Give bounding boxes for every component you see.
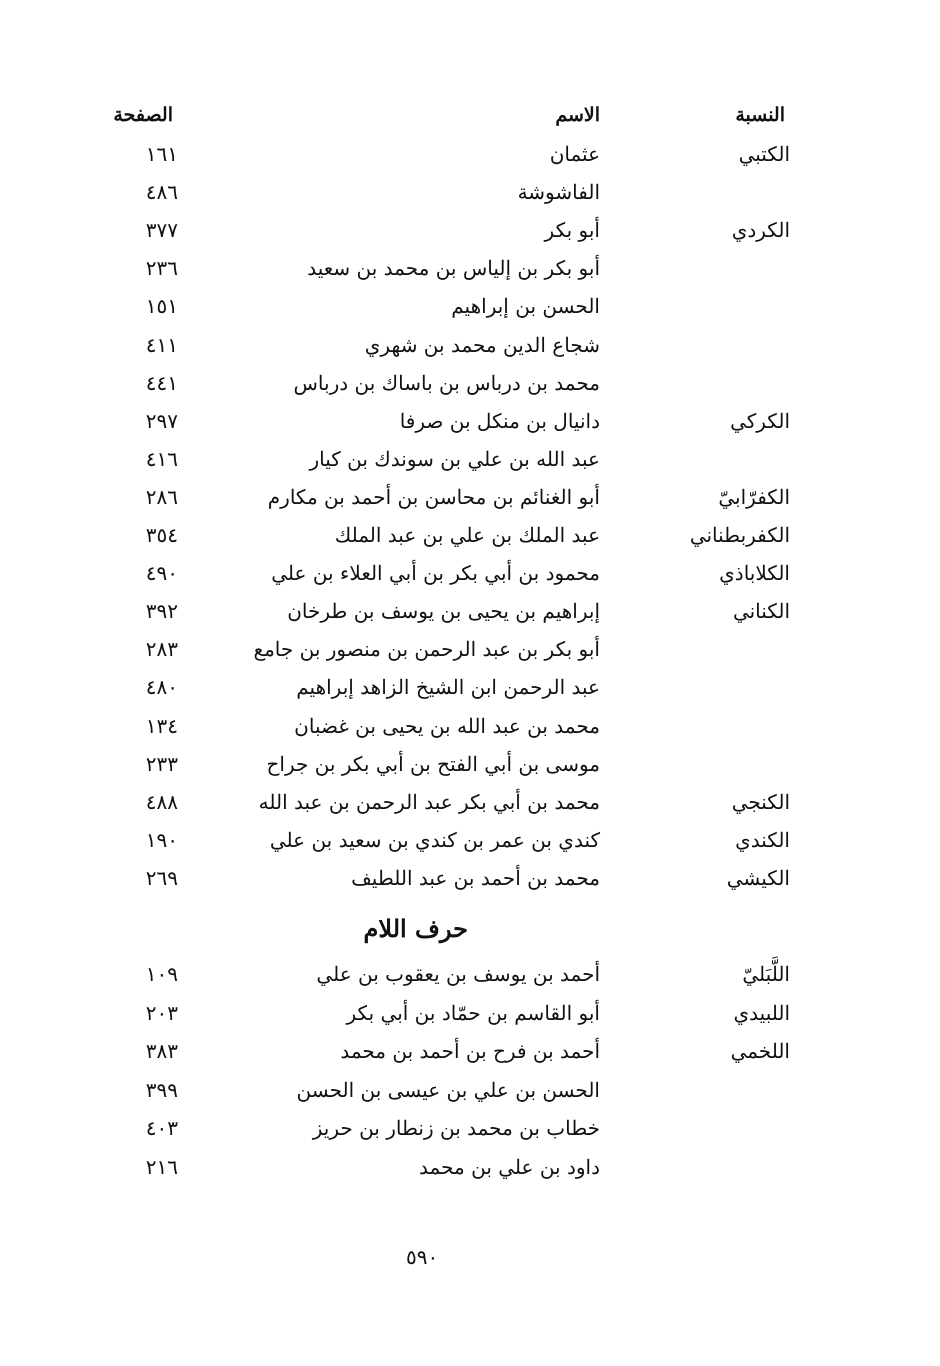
- name-cell: أبو بكر بن عبد الرحمن بن منصور بن جامع: [253, 637, 600, 662]
- table-row: [0, 561, 940, 599]
- header-name: الاسم: [555, 104, 600, 126]
- table-row: [0, 714, 940, 752]
- name-cell: الفاشوشة: [517, 180, 600, 205]
- page-cell: ٤٩٠: [145, 561, 178, 586]
- table-row: [0, 637, 940, 675]
- page-cell: ١٣٤: [145, 713, 178, 738]
- nisba-cell: الكتبي: [738, 142, 790, 166]
- table-row: [0, 485, 940, 523]
- name-cell: أحمد بن فرح بن أحمد بن محمد: [340, 1039, 600, 1064]
- page-cell: ٢٨٣: [145, 637, 178, 662]
- table-row: [0, 447, 940, 485]
- page-cell: ٢٣٦: [145, 256, 178, 281]
- name-cell: أحمد بن يوسف بن يعقوب بن علي: [316, 962, 600, 986]
- name-cell: محمد بن أبي بكر عبد الرحمن بن عبد الله: [258, 789, 600, 814]
- name-cell: محمود بن أبي بكر بن أبي العلاء بن علي: [271, 561, 600, 586]
- nisba-cell: الكلاباذي: [719, 561, 790, 586]
- page-cell: ٤٨٦: [145, 180, 178, 205]
- table-row: [0, 523, 940, 561]
- page-cell: ١٩٠: [145, 827, 178, 852]
- name-cell: خطاب بن محمد بن زنطار بن حريز: [312, 1116, 600, 1141]
- table-row: [0, 752, 940, 790]
- name-cell: شجاع الدين محمد بن شهري: [364, 332, 600, 357]
- page-cell: ٤٨٨: [145, 789, 178, 814]
- table-row: [0, 409, 940, 447]
- nisba-cell: الكنجي: [731, 789, 790, 814]
- table-row: [0, 790, 940, 828]
- table-row: [0, 180, 940, 218]
- nisba-cell: الكناني: [732, 599, 790, 624]
- table-row: [0, 333, 940, 371]
- name-cell: عبد الملك بن علي بن عبد الملك: [334, 523, 600, 547]
- nisba-cell: الكندي: [735, 827, 790, 852]
- nisba-cell: الكفربطناني: [689, 523, 790, 547]
- name-cell: كندي بن عمر بن كندي بن سعيد بن علي: [269, 827, 600, 852]
- table-row: [0, 294, 940, 332]
- page-cell: ٣٧٧: [145, 218, 178, 243]
- table-row: [0, 1155, 940, 1193]
- table-row: [0, 1001, 940, 1039]
- page-cell: ٢٨٦: [145, 484, 178, 509]
- page-cell: ٣٥٤: [145, 523, 178, 547]
- name-cell: الحسن بن إبراهيم: [451, 294, 600, 319]
- table-row: [0, 1116, 940, 1154]
- page-cell: ٤٠٣: [145, 1116, 178, 1141]
- name-cell: أبو القاسم بن حمّاد بن أبي بكر: [346, 1000, 600, 1025]
- table-row: [0, 828, 940, 866]
- name-cell: أبو الغنائم بن محاسن بن أحمد بن مكارم: [267, 484, 600, 509]
- name-cell: موسى بن أبي الفتح بن أبي بكر بن جراح: [266, 751, 600, 776]
- header-nisba: النسبة: [735, 104, 785, 126]
- page-cell: ٣٩٢: [145, 599, 178, 624]
- table-row: [0, 962, 940, 1000]
- name-cell: داود بن علي بن محمد: [419, 1155, 600, 1179]
- name-cell: دانيال بن منكل بن صرفا: [399, 408, 600, 433]
- nisba-cell: اللبيدي: [733, 1000, 790, 1025]
- name-cell: الحسن بن علي بن عيسى بن الحسن: [296, 1077, 600, 1102]
- page-cell: ٤١٦: [145, 446, 178, 471]
- table-row: [0, 866, 940, 904]
- page-cell: ٢٣٣: [145, 751, 178, 776]
- section-title: حرف اللام: [363, 914, 468, 943]
- name-cell: أبو بكر بن إلياس بن محمد بن سعيد: [307, 256, 600, 281]
- page-cell: ٢١٦: [145, 1155, 178, 1179]
- page-cell: ١٠٩: [145, 962, 178, 986]
- nisba-cell: الكردي: [731, 218, 790, 243]
- table-row: [0, 218, 940, 256]
- name-cell: عبد الله بن علي بن سوندك بن كيار: [309, 446, 600, 471]
- page-cell: ٣٩٩: [145, 1077, 178, 1102]
- header-page: الصفحة: [113, 104, 173, 126]
- name-cell: عثمان: [549, 142, 600, 166]
- name-cell: محمد بن درباس بن باساك بن درباس: [293, 370, 600, 395]
- table-row: [0, 256, 940, 294]
- nisba-cell: اللخمي: [730, 1039, 790, 1064]
- page-cell: ٣٨٣: [145, 1039, 178, 1064]
- table-row: [0, 1039, 940, 1077]
- table-row: [0, 599, 940, 637]
- page-cell: ٤٨٠: [145, 675, 178, 700]
- nisba-cell: الكركي: [730, 408, 790, 433]
- page-cell: ١٥١: [145, 294, 178, 319]
- page-cell: ١٦١: [145, 142, 178, 166]
- table-row: [0, 675, 940, 713]
- name-cell: أبو بكر: [544, 218, 600, 243]
- nisba-cell: اللَّبَليّ: [742, 962, 790, 986]
- page-cell: ٢٦٩: [145, 865, 178, 890]
- page-number: ٥٩٠: [406, 1245, 439, 1269]
- nisba-cell: الكيشي: [726, 865, 790, 890]
- page-cell: ٤١١: [145, 332, 178, 357]
- name-cell: عبد الرحمن ابن الشيخ الزاهد إبراهيم: [296, 675, 600, 700]
- page-cell: ٤٤١: [145, 370, 178, 395]
- page-cell: ٢٠٣: [145, 1000, 178, 1025]
- table-row: [0, 371, 940, 409]
- nisba-cell: الكفرّابيّ: [718, 484, 790, 509]
- page-cell: ٢٩٧: [145, 408, 178, 433]
- table-row: [0, 1078, 940, 1116]
- name-cell: محمد بن عبد الله بن يحيى بن غضبان: [294, 713, 600, 738]
- table-row: [0, 142, 940, 180]
- name-cell: إبراهيم بن يحيى بن يوسف بن طرخان: [287, 599, 600, 624]
- name-cell: محمد بن أحمد بن عبد اللطيف: [351, 865, 600, 890]
